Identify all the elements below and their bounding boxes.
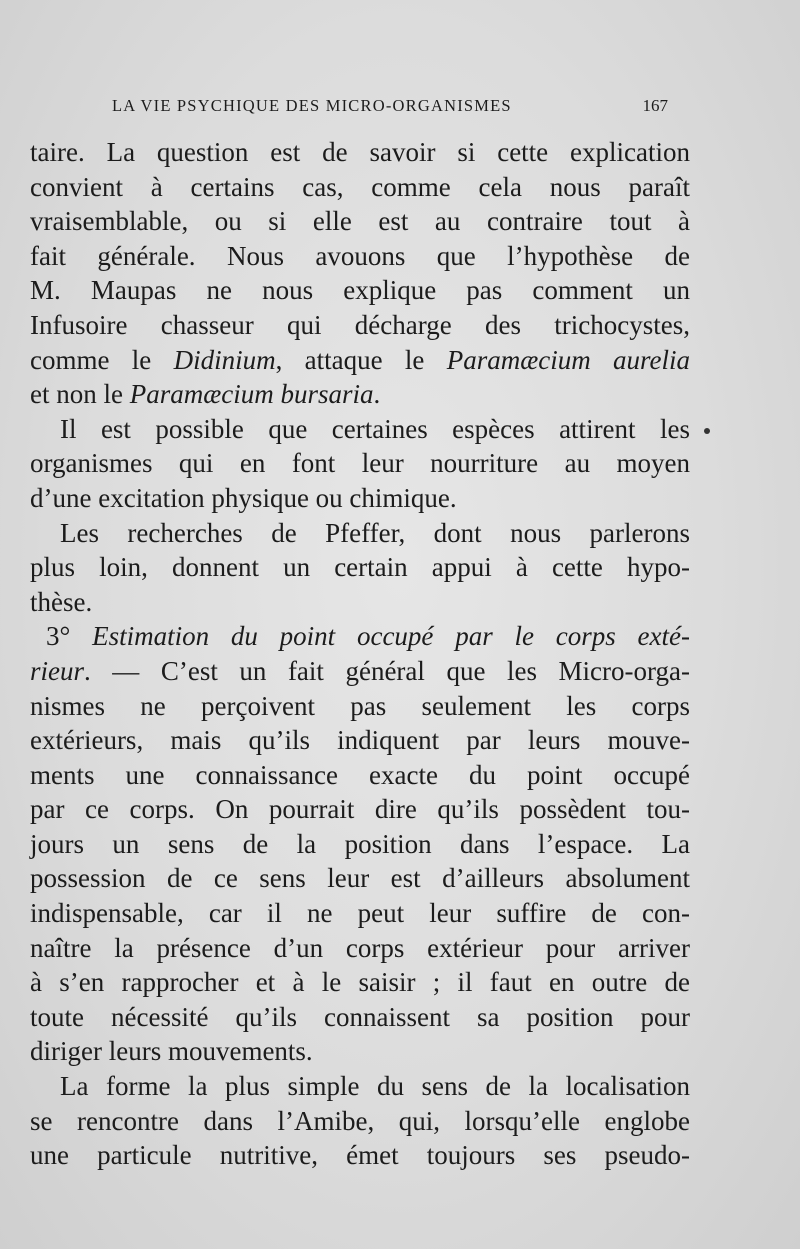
text-line: toute nécessité qu’ils connaissent sa position pour xyxy=(30,1001,690,1032)
text-line xyxy=(30,654,690,689)
running-header xyxy=(112,96,668,116)
text-line: d’une excitation physique ou chimique. xyxy=(30,482,457,513)
italic-term: Paramæcium bursaria xyxy=(129,379,374,410)
text-line xyxy=(30,619,690,654)
text-line: M. Maupas ne nous explique pas comment un xyxy=(30,275,690,306)
text-span: . xyxy=(373,379,381,410)
text-line: Il est possible que certaines espèces attirent les xyxy=(60,413,690,444)
text-line: par ce corps. On pourrait dire qu’ils possèdent tou- xyxy=(30,794,690,825)
text-line: fait générale. Nous avouons que l’hypothèse de xyxy=(30,240,690,271)
text-span: comme le xyxy=(30,344,174,375)
text-line: La forme la plus simple du sens de la localisation xyxy=(60,1071,690,1102)
text-line: indispensable, car il ne peut leur suffire de con- xyxy=(30,898,690,929)
italic-term: Paramæcium aurelia xyxy=(446,344,690,375)
text-line: organismes qui en font leur nourriture au moyen xyxy=(30,448,690,479)
text-line: thèse. xyxy=(30,586,93,617)
text-span: 3° xyxy=(46,621,93,652)
text-line: plus loin, donnent un certain appui à cette hypo- xyxy=(30,552,690,583)
text-line: possession de ce sens leur est d’ailleurs absolument xyxy=(30,863,690,894)
text-line: à s’en rapprocher et à le saisir ; il faut en outre de xyxy=(30,967,690,998)
ink-speck xyxy=(704,428,710,434)
text-line xyxy=(30,377,690,412)
italic-term: Didinium xyxy=(173,344,276,375)
page-number: 167 xyxy=(642,96,668,115)
text-line: nismes ne perçoivent pas seulement les corps xyxy=(30,690,690,721)
text-line: naître la présence d’un corps extérieur pour arriver xyxy=(30,932,690,963)
text-line: taire. La question est de savoir si cette explication xyxy=(30,137,690,167)
italic-heading: rieur xyxy=(30,655,84,686)
text-line: une particule nutritive, émet toujours ses pseudo- xyxy=(30,1140,690,1171)
text-line xyxy=(30,343,690,378)
italic-heading: Estimation du point occupé par le corps exté- xyxy=(92,621,690,652)
text-line: extérieurs, mais qu’ils indiquent par leurs mouve- xyxy=(30,725,690,756)
text-span: et non le xyxy=(30,379,130,410)
body-text xyxy=(30,135,690,1173)
text-line: vraisemblable, ou si elle est au contraire tout à xyxy=(30,206,690,237)
text-line: Infusoire chasseur qui décharge des trichocystes, xyxy=(30,309,690,340)
running-title: LA VIE PSYCHIQUE DES MICRO-ORGANISMES xyxy=(112,96,512,115)
text-line: Les recherches de Pfeffer, dont nous parlerons xyxy=(60,517,690,548)
text-line: ments une connaissance exacte du point occupé xyxy=(30,759,690,790)
text-span: , attaque le xyxy=(275,344,447,375)
text-line: convient à certains cas, comme cela nous paraît xyxy=(30,171,690,202)
text-span: . — C’est un fait général que les Micro-orga- xyxy=(84,655,690,686)
text-line: jours un sens de la position dans l’espace. La xyxy=(30,828,690,859)
text-line: diriger leurs mouvements. xyxy=(30,1036,313,1067)
text-line: se rencontre dans l’Amibe, qui, lorsqu’elle englobe xyxy=(30,1105,690,1136)
